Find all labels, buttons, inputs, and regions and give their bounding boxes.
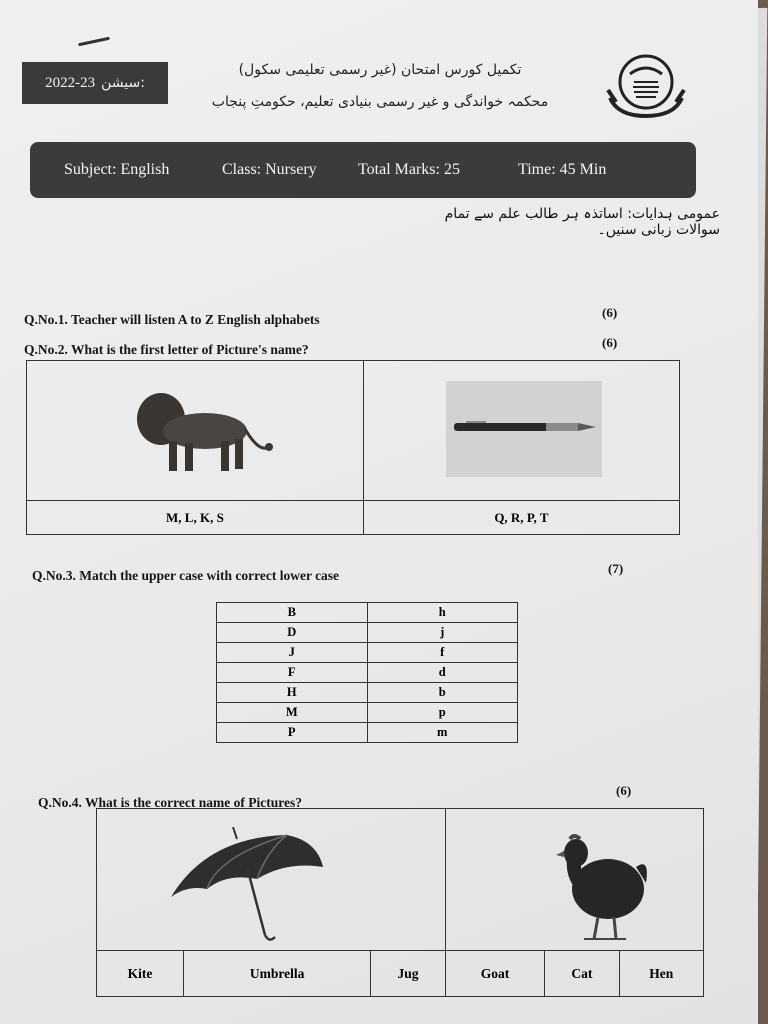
upper-case-letter: F — [217, 663, 368, 683]
question-3-marks: (7) — [608, 561, 624, 576]
upper-case-letter: D — [217, 623, 368, 643]
question-1-marks: (6) — [602, 305, 618, 320]
upper-case-letter: J — [217, 643, 368, 663]
question-4-option-hen: Hen — [619, 951, 704, 997]
question-4-text: Q.No.4. What is the correct name of Pictures? — [38, 795, 302, 810]
question-3-text: Q.No.3. Match the upper case with correct lower case — [32, 568, 340, 583]
upper-case-letter: H — [217, 683, 368, 703]
question-4-option-kite: Kite — [97, 951, 184, 997]
match-row — [217, 623, 518, 643]
question-4-table — [96, 808, 704, 997]
lower-case-letter: f — [367, 643, 518, 663]
question-2-option-1: M, L, K, S — [27, 501, 364, 535]
session-year: 2022-23 — [45, 74, 96, 91]
lower-case-letter: d — [367, 663, 518, 683]
question-2-option-2: Q, R, P, T — [363, 501, 679, 535]
question-4-marks: (6) — [616, 783, 632, 798]
question-4-option-umbrella: Umbrella — [183, 951, 370, 997]
lower-case-letter: m — [367, 723, 518, 743]
lower-case-letter: p — [367, 703, 518, 723]
match-row — [217, 663, 518, 683]
total-marks-label: Total Marks: 25 — [358, 161, 460, 178]
general-instructions: عمومی ہدایات: اساتذہ ہر طالب علم سے تمام سوالات زبانی سنیں۔ — [444, 206, 720, 238]
lower-case-letter: j — [367, 623, 518, 643]
match-row — [217, 603, 518, 623]
subject-label: Subject: English — [64, 161, 170, 178]
lion-image — [133, 389, 273, 479]
question-2-marks: (6) — [602, 335, 618, 350]
question-2-table — [26, 360, 680, 535]
time-label: Time: 45 Min — [518, 161, 607, 178]
lion-picture-cell — [27, 361, 364, 501]
upper-case-letter: P — [217, 723, 368, 743]
match-row — [217, 683, 518, 703]
match-row — [217, 643, 518, 663]
pen-image — [446, 381, 602, 477]
session-box — [22, 62, 168, 104]
question-1-text: Q.No.1. Teacher will listen A to Z English alphabets — [24, 312, 320, 327]
urdu-title-line1: تکمیل کورس امتحان (غیر رسمی تعلیمی سکول) — [238, 62, 522, 78]
hen-image — [554, 827, 654, 947]
umbrella-picture-cell — [97, 809, 446, 951]
umbrella-image — [167, 827, 327, 947]
header-urdu — [200, 62, 560, 110]
pen-picture-cell — [363, 361, 679, 501]
session-label: سیشن: — [101, 75, 145, 91]
urdu-title-line2: محکمہ خواندگی و غیر رسمی بنیادی تعلیم، حکومتِ پنجاب — [211, 94, 549, 110]
upper-case-letter: M — [217, 703, 368, 723]
punjab-government-logo — [604, 52, 688, 120]
question-4-option-jug: Jug — [371, 951, 445, 997]
lower-case-letter: h — [367, 603, 518, 623]
match-row — [217, 723, 518, 743]
upper-case-letter: B — [217, 603, 368, 623]
match-row — [217, 703, 518, 723]
lower-case-letter: b — [367, 683, 518, 703]
hen-picture-cell — [445, 809, 703, 951]
exam-info-banner — [30, 142, 696, 198]
question-2-text: Q.No.2. What is the first letter of Picture's name? — [24, 342, 309, 357]
class-label: Class: Nursery — [222, 161, 317, 178]
question-3-match-table — [216, 602, 518, 743]
question-4-option-cat: Cat — [545, 951, 619, 997]
question-4-option-goat: Goat — [445, 951, 545, 997]
pen-mark — [78, 37, 110, 47]
